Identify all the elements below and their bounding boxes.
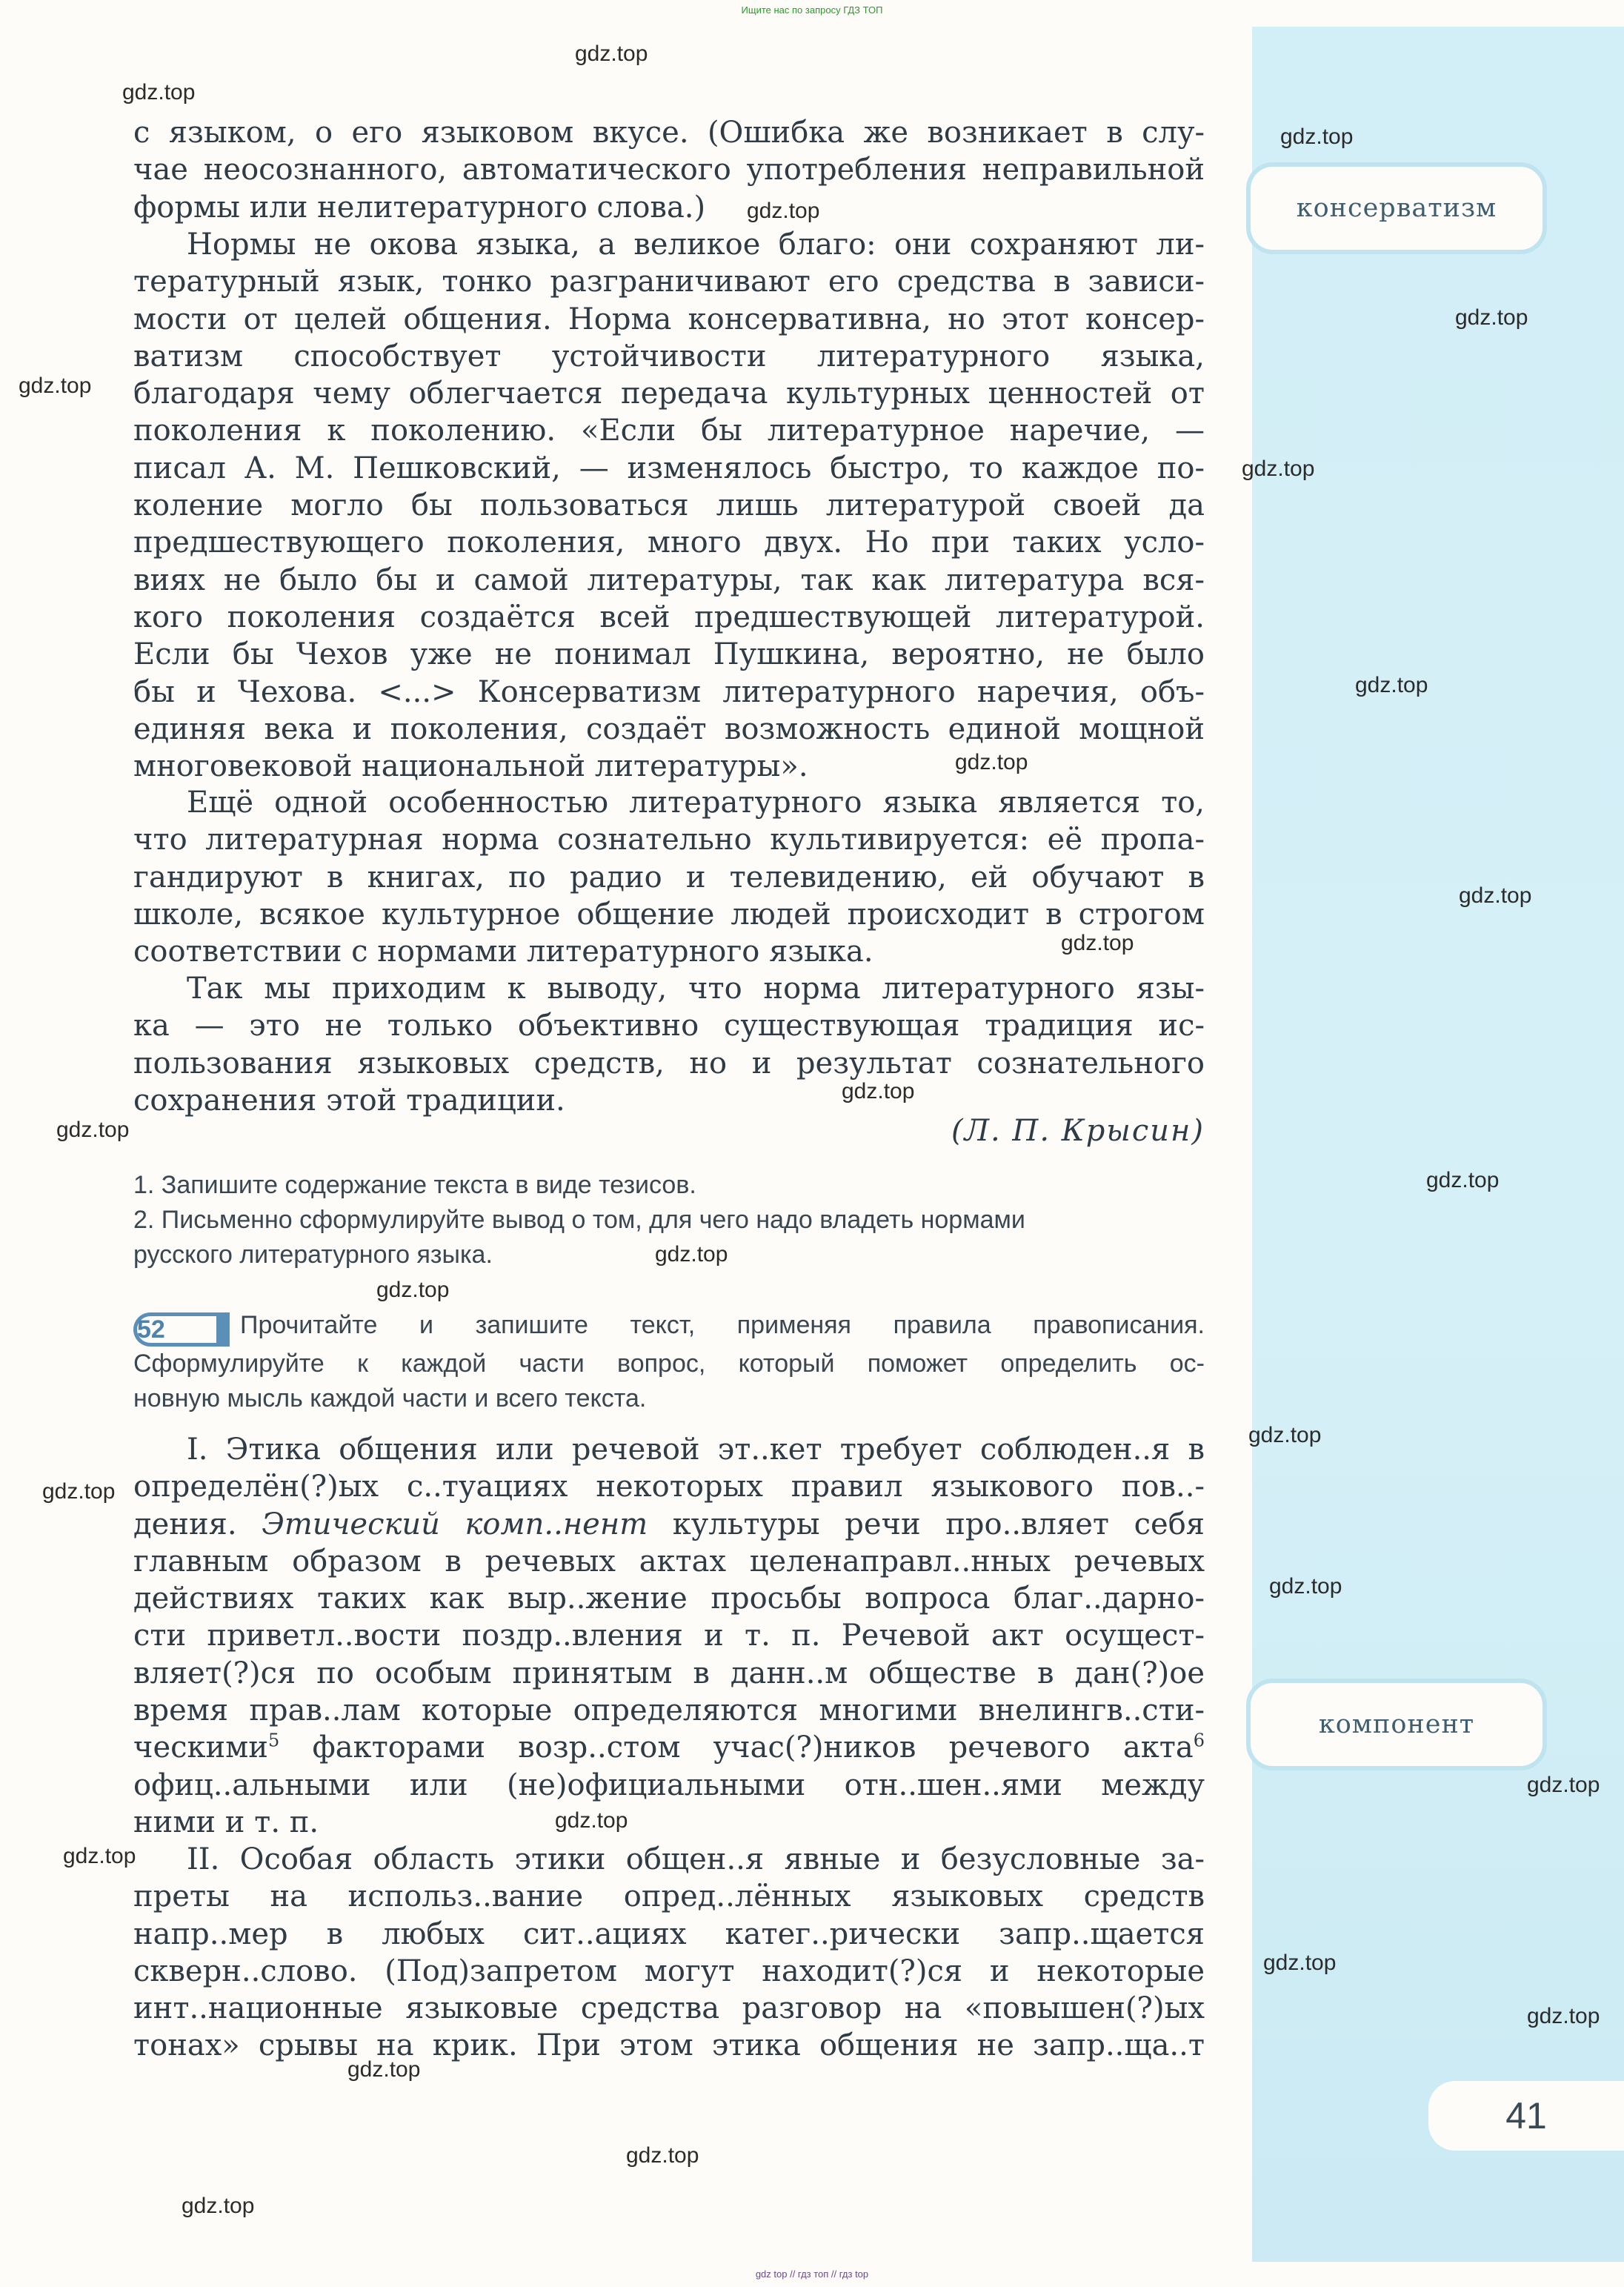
watermark: gdz.top (347, 2057, 421, 2082)
exercise-number-badge[interactable]: 52 (133, 1312, 230, 1347)
text-line: время прав..лам которые определяются многими внелингв..сти- (133, 1693, 1205, 1728)
watermark: gdz.top (1242, 457, 1315, 481)
text-line: преты на использ..вание опред..лённых языковых средств (133, 1879, 1205, 1914)
watermark: gdz.top (1061, 931, 1134, 955)
text-line: скверн..слово. (Под)запретом могут находит(?)ся и некоторые (133, 1954, 1205, 1988)
paragraph-intro (133, 114, 1205, 226)
text-line: многовековой национальной литературы». (133, 749, 808, 784)
exercise-part-2 (133, 1841, 1205, 2065)
paragraph-cultivation (133, 784, 1205, 970)
text-line: тонах» срывы на крик. При этом этика общения не запр..ща..т (133, 2028, 1205, 2063)
text-fragment: дения. (133, 1507, 237, 1541)
footnote-mark: 5 (267, 1730, 280, 1752)
exercise-line: новную мысль каждой части и всего текста. (133, 1384, 647, 1413)
text-line: формы или нелитературного слова.) (133, 190, 706, 225)
text-line: сти приветл..вости поздр..вления и т. п. Речевой акт осущест- (133, 1619, 1205, 1653)
text-line: гандируют в книгах, по радио и телевидению, ей обучают в (133, 860, 1205, 894)
watermark: gdz.top (63, 1844, 136, 1868)
text-line: определён(?)ых с..туациях некоторых правил языкового пов..- (133, 1470, 1205, 1504)
watermark: gdz.top (1455, 305, 1528, 330)
text-fragment: культуры речи про..вляет себя (672, 1507, 1205, 1541)
text-line: школе, всякое культурное общение людей происходит в строгом (133, 897, 1205, 932)
text-line: писал А. М. Пешковский, — изменялось быстро, то каждое по- (133, 451, 1205, 485)
text-line: соответствии с нормами литературного языка. (133, 935, 873, 969)
text-line: напр..мер в любых сит..ациях катег..рически запр..щается (133, 1916, 1205, 1951)
watermark: gdz.top (1280, 125, 1354, 149)
watermark: gdz.top (42, 1479, 116, 1504)
watermark: gdz.top (655, 1242, 728, 1267)
source-author: (Л. П. Крысин) (951, 1114, 1205, 1148)
exercise-instructions (133, 1308, 1205, 1416)
text-line: бы и Чехова. <...> Консерватизм литературного наречия, объ- (133, 674, 1205, 709)
text-line: сохранения этой традиции. (133, 1083, 565, 1118)
text-line: Если бы Чехов уже не понимал Пушкина, вероятно, не было (133, 637, 1205, 672)
text-line: чае неосознанного, автоматического употребления неправильной (133, 153, 1205, 187)
watermark: gdz.top (56, 1118, 130, 1142)
text-line: предшествующего поколения, много двух. Но при таких усло- (133, 525, 1205, 560)
margin-term-component: компонент (1246, 1679, 1547, 1770)
text-line: главным образом в речевых актах целенаправл..нных речевых (133, 1544, 1205, 1579)
watermark: gdz.top (376, 1278, 450, 1302)
watermark: gdz.top (555, 1808, 628, 1833)
text-line: коление могло бы пользоваться лишь литературой своей да (133, 488, 1205, 523)
text-line: инт..национные языковые средства разговор на «повышен(?)ых (133, 1991, 1205, 2026)
text-line: мости от целей общения. Норма консервативна, но этот консер- (133, 302, 1205, 336)
text-line: кого поколения создаётся всей предшествующей литературой. (133, 600, 1205, 634)
text-line: ка — это не только объективно существующая традиция ис- (133, 1009, 1205, 1043)
exercise-part-1 (133, 1431, 1205, 1841)
text-line: действиях таких как выр..жение просьбы вопроса благ..дарно- (133, 1581, 1205, 1616)
watermark: gdz.top (122, 80, 196, 104)
margin-term-conservatism: консерватизм (1246, 162, 1547, 254)
text-line: виях не было бы и самой литературы, так как литература вся- (133, 562, 1205, 597)
text-line: Так мы приходим к выводу, что норма литературного язы- (187, 972, 1205, 1006)
exercise-line (133, 1308, 1205, 1347)
watermark: gdz.top (1527, 2004, 1600, 2028)
italic-term: Этический комп..нент (262, 1507, 648, 1541)
watermark: gdz.top (1355, 673, 1428, 697)
text-line: I. Этика общения или речевой эт..кет требует соблюден..я в (187, 1433, 1205, 1467)
header-banner: Ищите нас по запросу ГДЗ ТОП (741, 4, 883, 16)
watermark: gdz.top (842, 1079, 915, 1103)
watermark: gdz.top (1269, 1574, 1342, 1599)
right-margin (1252, 27, 1624, 2262)
watermark: gdz.top (1248, 1423, 1322, 1447)
watermark: gdz.top (955, 750, 1028, 774)
exercise-line-text: Прочитайте и запишите текст, применяя правила правописания. (240, 1311, 1205, 1339)
text-line: офиц..альными или (не)официальными отн..шен..ями между (133, 1767, 1205, 1802)
text-line: что литературная норма сознательно культивируется: её пропа- (133, 823, 1205, 857)
text-line: Нормы не окова языка, а великое благо: они сохраняют ли- (187, 228, 1205, 262)
paragraph-conclusion (133, 970, 1205, 1119)
text-line: вляет(?)ся по особым принятым в данн..м обществе в дан(?)ое (133, 1656, 1205, 1690)
text-line: благодаря чему облегчается передача культурных ценностей от (133, 376, 1205, 411)
watermark: gdz.top (19, 374, 92, 398)
text-line (133, 1729, 1205, 1766)
text-line: ними и т. п. (133, 1805, 319, 1839)
watermark: gdz.top (747, 199, 820, 223)
text-line: тературный язык, тонко разграничивают его средства в зависи- (133, 265, 1205, 299)
page-number: 41 (1428, 2081, 1624, 2151)
text-line: ватизм способствует устойчивости литературного языка, (133, 339, 1205, 374)
watermark: gdz.top (1527, 1773, 1600, 1797)
text-line: пользования языковых средств, но и результат сознательного (133, 1046, 1205, 1081)
text-line: с языком, о его языковом вкусе. (Ошибка же возникает в слу- (133, 116, 1205, 150)
task-item: 1. Запишите содержание текста в виде тезисов. (133, 1171, 696, 1199)
watermark: gdz.top (1426, 1168, 1500, 1192)
watermark: gdz.top (1263, 1951, 1337, 1975)
text-line: II. Особая область этики общен..я явные и безусловные за- (187, 1842, 1205, 1876)
footer-banner: gdz top // гдз топ // гдз top (755, 2268, 869, 2280)
paragraph-norms (133, 226, 1205, 785)
task-item: русского литературного языка. (133, 1241, 493, 1269)
exercise-line: Сформулируйте к каждой части вопрос, который поможет определить ос- (133, 1350, 1205, 1378)
text-fragment: ческими (133, 1730, 268, 1765)
watermark: gdz.top (626, 2143, 699, 2168)
task-item: 2. Письменно сформулируйте вывод о том, для чего надо владеть нормами (133, 1206, 1025, 1234)
text-line (133, 1506, 1205, 1543)
watermark: gdz.top (1459, 883, 1532, 908)
watermark: gdz.top (182, 2194, 255, 2218)
footnote-mark: 6 (1193, 1730, 1205, 1752)
text-line: Ещё одной особенностью литературного языка является то, (187, 786, 1205, 820)
watermark: gdz.top (575, 42, 648, 66)
text-line: единяя века и поколения, создаёт возможность единой мощной (133, 711, 1205, 746)
text-fragment: факторами возр..стом учас(?)ников речевого акта (312, 1730, 1194, 1765)
text-line: поколения к поколению. «Если бы литературное наречие, — (133, 414, 1205, 448)
